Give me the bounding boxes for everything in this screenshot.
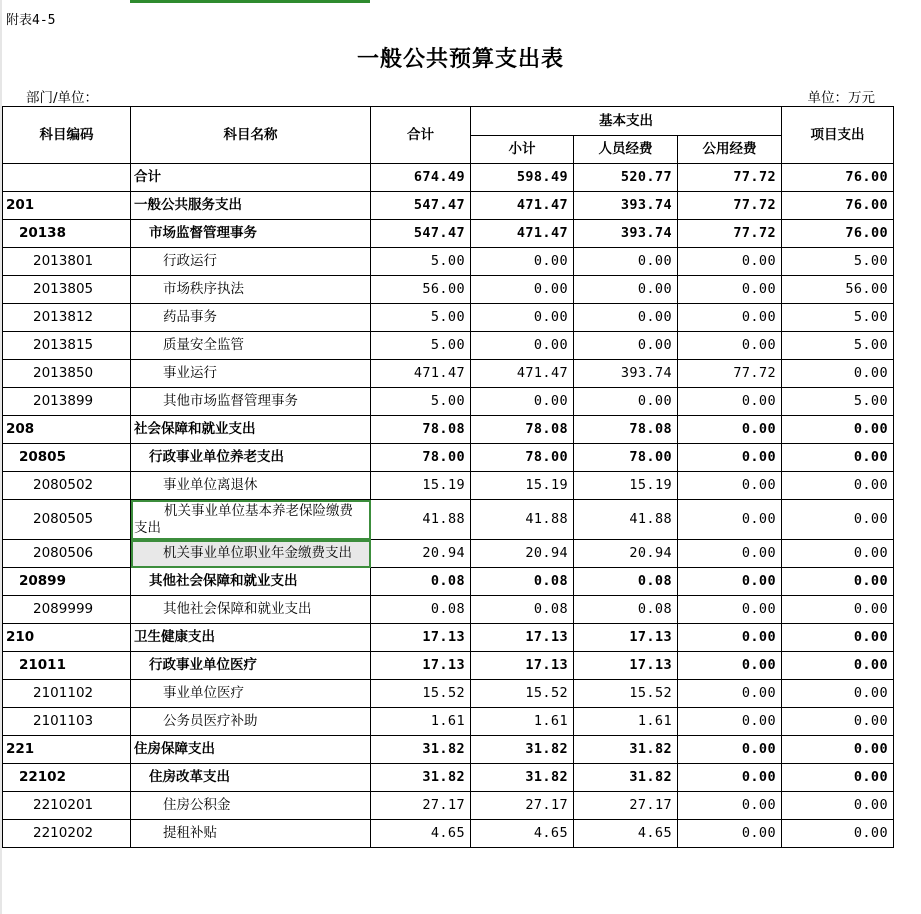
cell-public[interactable]: 77.72 xyxy=(678,220,782,248)
cell-code[interactable]: 2080505 xyxy=(3,500,131,540)
cell-code[interactable]: 2013805 xyxy=(3,276,131,304)
cell-subtotal[interactable]: 0.00 xyxy=(471,304,574,332)
table-row xyxy=(3,652,894,680)
cell-public[interactable]: 77.72 xyxy=(678,360,782,388)
table-row xyxy=(3,276,894,304)
cell-total[interactable]: 15.52 xyxy=(371,680,471,708)
cell-project[interactable]: 5.00 xyxy=(782,304,894,332)
cell-total[interactable]: 547.47 xyxy=(371,192,471,220)
header-personnel[interactable]: 人员经费 xyxy=(574,136,678,164)
cell-project[interactable]: 5.00 xyxy=(782,332,894,360)
cell-code[interactable]: 22102 xyxy=(3,764,131,792)
cell-name[interactable]: 住房公积金 xyxy=(131,792,371,820)
cell-name[interactable]: 提租补贴 xyxy=(131,820,371,848)
cell-name[interactable]: 事业运行 xyxy=(131,360,371,388)
cell-public[interactable]: 0.00 xyxy=(678,416,782,444)
cell-project[interactable]: 56.00 xyxy=(782,276,894,304)
cell-name[interactable]: 事业单位离退休 xyxy=(131,472,371,500)
table-row xyxy=(3,624,894,652)
header-total[interactable]: 合计 xyxy=(371,107,471,164)
cell-name[interactable]: 药品事务 xyxy=(131,304,371,332)
cell-name[interactable]: 市场监督管理事务 xyxy=(131,220,371,248)
cell-subtotal[interactable]: 471.47 xyxy=(471,220,574,248)
cell-total[interactable]: 41.88 xyxy=(371,500,471,540)
table-row xyxy=(3,596,894,624)
cell-public[interactable]: 0.00 xyxy=(678,652,782,680)
cell-personnel[interactable]: 41.88 xyxy=(574,500,678,540)
cell-total[interactable]: 20.94 xyxy=(371,540,471,568)
cell-code[interactable]: 2080502 xyxy=(3,472,131,500)
cell-project[interactable]: 0.00 xyxy=(782,680,894,708)
cell-total[interactable]: 17.13 xyxy=(371,652,471,680)
cell-total[interactable]: 17.13 xyxy=(371,624,471,652)
table-row xyxy=(3,304,894,332)
cell-subtotal[interactable]: 17.13 xyxy=(471,624,574,652)
cell-name[interactable]: 住房改革支出 xyxy=(131,764,371,792)
cell-total[interactable]: 31.82 xyxy=(371,736,471,764)
cell-project[interactable]: 5.00 xyxy=(782,248,894,276)
cell-subtotal[interactable]: 17.13 xyxy=(471,652,574,680)
cell-project[interactable]: 0.00 xyxy=(782,708,894,736)
cell-personnel[interactable]: 15.52 xyxy=(574,680,678,708)
cell-subtotal[interactable]: 4.65 xyxy=(471,820,574,848)
cell-subtotal[interactable]: 31.82 xyxy=(471,736,574,764)
cell-total[interactable]: 5.00 xyxy=(371,248,471,276)
cell-total[interactable]: 31.82 xyxy=(371,764,471,792)
table-row xyxy=(3,192,894,220)
cell-name[interactable]: 事业单位医疗 xyxy=(131,680,371,708)
cell-project[interactable]: 0.00 xyxy=(782,736,894,764)
cell-code[interactable]: 221 xyxy=(3,736,131,764)
cell-name[interactable]: 其他社会保障和就业支出 xyxy=(131,568,371,596)
table-row xyxy=(3,680,894,708)
cell-total[interactable]: 0.08 xyxy=(371,568,471,596)
cell-total[interactable]: 27.17 xyxy=(371,792,471,820)
cell-name[interactable]: 行政事业单位医疗 xyxy=(131,652,371,680)
cell-public[interactable]: 0.00 xyxy=(678,540,782,568)
header-code[interactable]: 科目编码 xyxy=(3,107,131,164)
cell-total[interactable]: 0.08 xyxy=(371,596,471,624)
cell-subtotal[interactable]: 0.00 xyxy=(471,276,574,304)
header-project[interactable]: 项目支出 xyxy=(782,107,894,164)
page-title: 一般公共预算支出表 xyxy=(356,46,564,72)
cell-name[interactable]: 机关事业单位职业年金缴费支出 xyxy=(131,540,371,568)
cell-total[interactable]: 4.65 xyxy=(371,820,471,848)
cell-public[interactable]: 0.00 xyxy=(678,332,782,360)
cell-project[interactable]: 0.00 xyxy=(782,624,894,652)
cell-project[interactable]: 0.00 xyxy=(782,472,894,500)
cell-code[interactable]: 208 xyxy=(3,416,131,444)
table-row xyxy=(3,444,894,472)
header-basic[interactable]: 基本支出 xyxy=(471,107,782,136)
cell-code[interactable]: 2013815 xyxy=(3,332,131,360)
cell-personnel[interactable]: 393.74 xyxy=(574,220,678,248)
cell-project[interactable]: 0.00 xyxy=(782,416,894,444)
table-row xyxy=(3,472,894,500)
cell-personnel[interactable]: 0.00 xyxy=(574,248,678,276)
cell-personnel[interactable]: 1.61 xyxy=(574,708,678,736)
cell-public[interactable]: 0.00 xyxy=(678,388,782,416)
table-row xyxy=(3,388,894,416)
table-row xyxy=(3,332,894,360)
cell-code[interactable]: 2210202 xyxy=(3,820,131,848)
cell-name[interactable]: 机关事业单位基本养老保险缴费支出 xyxy=(131,500,371,540)
cell-name[interactable]: 质量安全监管 xyxy=(131,332,371,360)
cell-public[interactable]: 0.00 xyxy=(678,708,782,736)
cell-code[interactable]: 20805 xyxy=(3,444,131,472)
cell-public[interactable]: 0.00 xyxy=(678,792,782,820)
cell-public[interactable]: 0.00 xyxy=(678,444,782,472)
cell-project[interactable]: 76.00 xyxy=(782,164,894,192)
table-row xyxy=(3,568,894,596)
cell-subtotal[interactable]: 41.88 xyxy=(471,500,574,540)
cell-subtotal[interactable]: 598.49 xyxy=(471,164,574,192)
cell-code[interactable]: 20138 xyxy=(3,220,131,248)
cell-name[interactable]: 其他社会保障和就业支出 xyxy=(131,596,371,624)
cell-personnel[interactable]: 0.08 xyxy=(574,568,678,596)
table-row xyxy=(3,360,894,388)
cell-project[interactable]: 76.00 xyxy=(782,220,894,248)
cell-subtotal[interactable]: 1.61 xyxy=(471,708,574,736)
cell-personnel[interactable]: 78.08 xyxy=(574,416,678,444)
cell-public[interactable]: 0.00 xyxy=(678,568,782,596)
table-row xyxy=(3,792,894,820)
cell-total[interactable]: 1.61 xyxy=(371,708,471,736)
cell-personnel[interactable]: 31.82 xyxy=(574,764,678,792)
cell-code[interactable]: 2013899 xyxy=(3,388,131,416)
table-row xyxy=(3,540,894,568)
table-row xyxy=(3,164,894,192)
cell-project[interactable]: 0.00 xyxy=(782,820,894,848)
cell-personnel[interactable]: 17.13 xyxy=(574,624,678,652)
cell-personnel[interactable]: 0.00 xyxy=(574,276,678,304)
table-row xyxy=(3,820,894,848)
table-row xyxy=(3,248,894,276)
cell-code[interactable]: 2013801 xyxy=(3,248,131,276)
cell-personnel[interactable]: 31.82 xyxy=(574,736,678,764)
cell-subtotal[interactable]: 15.52 xyxy=(471,680,574,708)
cell-personnel[interactable]: 4.65 xyxy=(574,820,678,848)
table-row xyxy=(3,736,894,764)
cell-personnel[interactable]: 20.94 xyxy=(574,540,678,568)
cell-public[interactable]: 0.00 xyxy=(678,764,782,792)
cell-subtotal[interactable]: 78.00 xyxy=(471,444,574,472)
cell-project[interactable]: 0.00 xyxy=(782,500,894,540)
cell-personnel[interactable]: 27.17 xyxy=(574,792,678,820)
cell-project[interactable]: 0.00 xyxy=(782,568,894,596)
table-header xyxy=(3,107,894,164)
cell-personnel[interactable]: 393.74 xyxy=(574,192,678,220)
cell-total[interactable]: 78.00 xyxy=(371,444,471,472)
cell-code[interactable]: 2210201 xyxy=(3,792,131,820)
cell-project[interactable]: 0.00 xyxy=(782,540,894,568)
cell-subtotal[interactable]: 15.19 xyxy=(471,472,574,500)
budget-table xyxy=(2,106,894,848)
active-column-indicator xyxy=(130,0,370,3)
cell-project[interactable]: 0.00 xyxy=(782,792,894,820)
cell-public[interactable]: 0.00 xyxy=(678,500,782,540)
cell-public[interactable]: 77.72 xyxy=(678,164,782,192)
cell-code[interactable]: 20899 xyxy=(3,568,131,596)
cell-public[interactable]: 0.00 xyxy=(678,276,782,304)
cell-public[interactable]: 0.00 xyxy=(678,624,782,652)
cell-name[interactable]: 行政事业单位养老支出 xyxy=(131,444,371,472)
cell-subtotal[interactable]: 0.00 xyxy=(471,248,574,276)
cell-project[interactable]: 0.00 xyxy=(782,652,894,680)
cell-public[interactable]: 0.00 xyxy=(678,680,782,708)
cell-personnel[interactable]: 0.08 xyxy=(574,596,678,624)
cell-name[interactable]: 其他市场监督管理事务 xyxy=(131,388,371,416)
table-row xyxy=(3,764,894,792)
cell-total[interactable]: 5.00 xyxy=(371,388,471,416)
cell-public[interactable]: 0.00 xyxy=(678,248,782,276)
cell-code[interactable]: 2013812 xyxy=(3,304,131,332)
cell-personnel[interactable]: 15.19 xyxy=(574,472,678,500)
header-public[interactable]: 公用经费 xyxy=(678,136,782,164)
cell-name[interactable]: 一般公共服务支出 xyxy=(131,192,371,220)
cell-code[interactable]: 2101103 xyxy=(3,708,131,736)
cell-personnel[interactable]: 0.00 xyxy=(574,304,678,332)
header-subtotal[interactable]: 小计 xyxy=(471,136,574,164)
cell-personnel[interactable]: 78.00 xyxy=(574,444,678,472)
cell-total[interactable]: 15.19 xyxy=(371,472,471,500)
cell-personnel[interactable]: 0.00 xyxy=(574,388,678,416)
cell-project[interactable]: 0.00 xyxy=(782,596,894,624)
table-row xyxy=(3,220,894,248)
cell-total[interactable]: 5.00 xyxy=(371,332,471,360)
header-name[interactable]: 科目名称 xyxy=(131,107,371,164)
cell-public[interactable]: 77.72 xyxy=(678,192,782,220)
cell-total[interactable]: 56.00 xyxy=(371,276,471,304)
cell-code[interactable]: 2101102 xyxy=(3,680,131,708)
cell-total[interactable]: 471.47 xyxy=(371,360,471,388)
cell-project[interactable]: 76.00 xyxy=(782,192,894,220)
unit-label: 单位：万元 xyxy=(807,90,875,106)
cell-name[interactable]: 合计 xyxy=(131,164,371,192)
cell-code[interactable]: 2089999 xyxy=(3,596,131,624)
cell-total[interactable]: 5.00 xyxy=(371,304,471,332)
cell-code[interactable]: 2080506 xyxy=(3,540,131,568)
cell-code[interactable]: 2013850 xyxy=(3,360,131,388)
cell-subtotal[interactable]: 31.82 xyxy=(471,764,574,792)
cell-public[interactable]: 0.00 xyxy=(678,736,782,764)
cell-name[interactable]: 卫生健康支出 xyxy=(131,624,371,652)
cell-personnel[interactable]: 0.00 xyxy=(574,332,678,360)
table-row xyxy=(3,416,894,444)
cell-code[interactable]: 210 xyxy=(3,624,131,652)
cell-subtotal[interactable]: 20.94 xyxy=(471,540,574,568)
cell-personnel[interactable]: 520.77 xyxy=(574,164,678,192)
cell-name[interactable]: 住房保障支出 xyxy=(131,736,371,764)
cell-public[interactable]: 0.00 xyxy=(678,596,782,624)
cell-project[interactable]: 0.00 xyxy=(782,764,894,792)
cell-name[interactable]: 公务员医疗补助 xyxy=(131,708,371,736)
cell-project[interactable]: 0.00 xyxy=(782,360,894,388)
cell-personnel[interactable]: 393.74 xyxy=(574,360,678,388)
cell-subtotal[interactable]: 471.47 xyxy=(471,192,574,220)
cell-code[interactable] xyxy=(3,164,131,192)
cell-total[interactable]: 78.08 xyxy=(371,416,471,444)
cell-subtotal[interactable]: 78.08 xyxy=(471,416,574,444)
cell-project[interactable]: 5.00 xyxy=(782,388,894,416)
cell-personnel[interactable]: 17.13 xyxy=(574,652,678,680)
cell-subtotal[interactable]: 27.17 xyxy=(471,792,574,820)
department-label: 部门/单位： xyxy=(26,90,99,106)
cell-name[interactable]: 市场秩序执法 xyxy=(131,276,371,304)
cell-total[interactable]: 674.49 xyxy=(371,164,471,192)
cell-subtotal[interactable]: 0.08 xyxy=(471,596,574,624)
cell-name[interactable]: 行政运行 xyxy=(131,248,371,276)
cell-subtotal[interactable]: 0.00 xyxy=(471,332,574,360)
cell-subtotal[interactable]: 0.00 xyxy=(471,388,574,416)
cell-public[interactable]: 0.00 xyxy=(678,820,782,848)
table-row xyxy=(3,708,894,736)
cell-subtotal[interactable]: 471.47 xyxy=(471,360,574,388)
cell-project[interactable]: 0.00 xyxy=(782,444,894,472)
cell-public[interactable]: 0.00 xyxy=(678,472,782,500)
cell-total[interactable]: 547.47 xyxy=(371,220,471,248)
cell-code[interactable]: 201 xyxy=(3,192,131,220)
cell-public[interactable]: 0.00 xyxy=(678,304,782,332)
table-body xyxy=(3,164,894,848)
cell-subtotal[interactable]: 0.08 xyxy=(471,568,574,596)
table-row xyxy=(3,500,894,540)
cell-name[interactable]: 社会保障和就业支出 xyxy=(131,416,371,444)
cell-code[interactable]: 21011 xyxy=(3,652,131,680)
sheet-label: 附表4-5 xyxy=(6,13,56,28)
